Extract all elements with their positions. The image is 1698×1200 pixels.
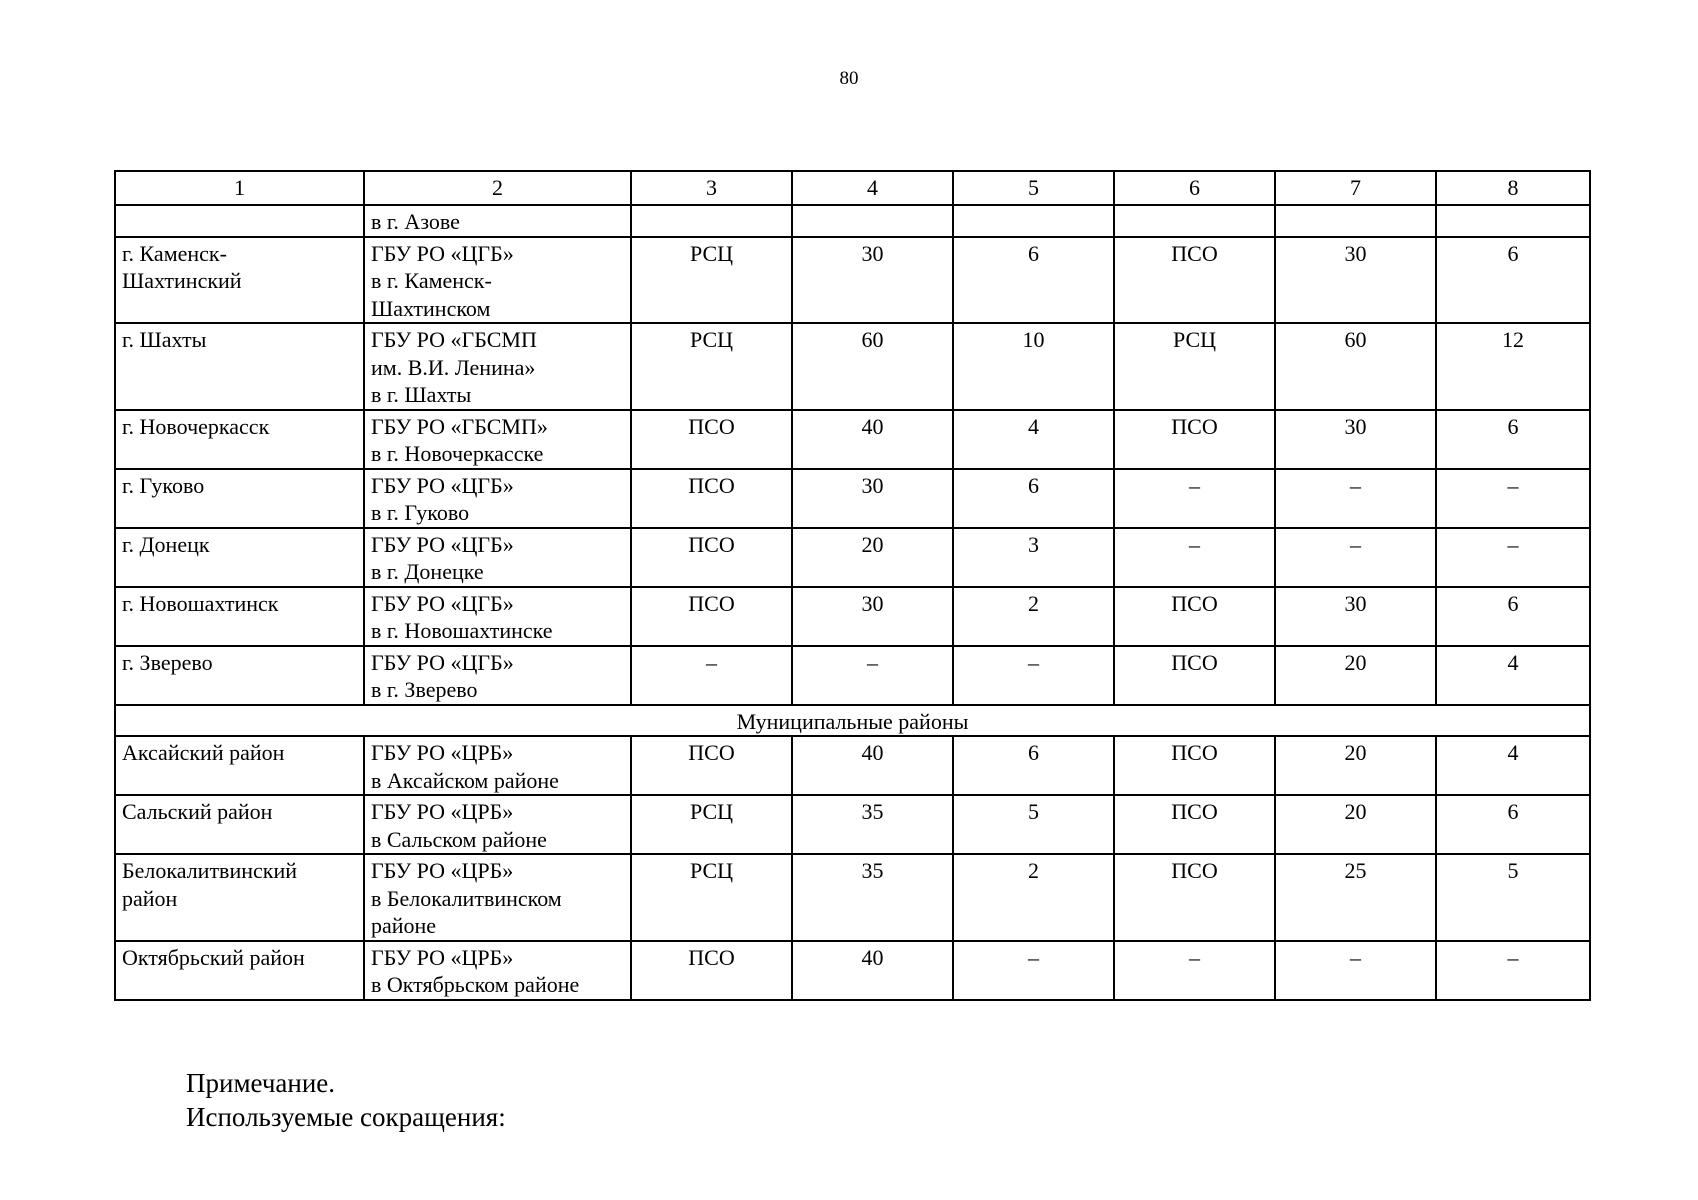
institution-cell: ГБУ РО «ГБСМП» в г. Новочеркасске (364, 410, 631, 469)
col7-cell: 60 (1275, 323, 1436, 410)
col5-cell: 4 (953, 410, 1114, 469)
col5-cell: 6 (953, 736, 1114, 795)
col4-cell: – (792, 646, 953, 705)
locality-cell: г. Зверево (115, 646, 364, 705)
col8-cell: – (1436, 528, 1590, 587)
col7-cell (1275, 205, 1436, 237)
locality-cell: Белокалитвинский район (115, 854, 364, 941)
column-number-row (115, 171, 1590, 205)
column-number: 1 (115, 171, 364, 205)
locality-cell: г. Каменск- Шахтинский (115, 237, 364, 324)
column-number: 3 (631, 171, 792, 205)
col3-cell: РСЦ (631, 795, 792, 854)
section-row (115, 705, 1590, 737)
institution-cell: ГБУ РО «ЦРБ» в Белокалитвинском районе (364, 854, 631, 941)
col6-cell: РСЦ (1114, 323, 1275, 410)
col6-cell: ПСО (1114, 646, 1275, 705)
col3-cell: ПСО (631, 410, 792, 469)
col3-cell: ПСО (631, 528, 792, 587)
col7-cell: 25 (1275, 854, 1436, 941)
table-row (115, 854, 1590, 941)
institution-cell: ГБУ РО «ЦРБ» в Аксайском районе (364, 736, 631, 795)
col5-cell: 2 (953, 854, 1114, 941)
col6-cell: – (1114, 941, 1275, 1000)
locality-cell: г. Гуково (115, 469, 364, 528)
locality-cell (115, 205, 364, 237)
col8-cell: 6 (1436, 237, 1590, 324)
col7-cell: – (1275, 528, 1436, 587)
col7-cell: 20 (1275, 736, 1436, 795)
col7-cell: 20 (1275, 646, 1436, 705)
col3-cell: – (631, 646, 792, 705)
col8-cell: 5 (1436, 854, 1590, 941)
col6-cell: ПСО (1114, 587, 1275, 646)
col4-cell (792, 205, 953, 237)
locality-cell: г. Новочеркасск (115, 410, 364, 469)
column-number: 8 (1436, 171, 1590, 205)
col6-cell: – (1114, 528, 1275, 587)
col3-cell: РСЦ (631, 323, 792, 410)
col5-cell: – (953, 646, 1114, 705)
col5-cell: – (953, 941, 1114, 1000)
note-block (186, 1066, 506, 1134)
col3-cell: ПСО (631, 941, 792, 1000)
col3-cell (631, 205, 792, 237)
institution-cell: ГБУ РО «ГБСМП им. В.И. Ленина» в г. Шахты (364, 323, 631, 410)
col4-cell: 30 (792, 587, 953, 646)
col5-cell: 6 (953, 469, 1114, 528)
col3-cell: РСЦ (631, 854, 792, 941)
col4-cell: 35 (792, 795, 953, 854)
col8-cell: – (1436, 941, 1590, 1000)
locality-cell: г. Шахты (115, 323, 364, 410)
col8-cell: 4 (1436, 736, 1590, 795)
col6-cell: – (1114, 469, 1275, 528)
col3-cell: РСЦ (631, 237, 792, 324)
note-abbreviations-line: Используемые сокращения: (186, 1102, 506, 1132)
col8-cell: 6 (1436, 795, 1590, 854)
col7-cell: 30 (1275, 587, 1436, 646)
col4-cell: 60 (792, 323, 953, 410)
institution-cell: в г. Азове (364, 205, 631, 237)
page-number: 80 (839, 68, 859, 89)
institution-cell: ГБУ РО «ЦГБ» в г. Гуково (364, 469, 631, 528)
table-row (115, 323, 1590, 410)
table-row (115, 410, 1590, 469)
col7-cell: – (1275, 469, 1436, 528)
table-row (115, 941, 1590, 1000)
col4-cell: 30 (792, 469, 953, 528)
col6-cell: ПСО (1114, 237, 1275, 324)
column-number: 6 (1114, 171, 1275, 205)
col4-cell: 20 (792, 528, 953, 587)
table-row (115, 646, 1590, 705)
table-row (115, 528, 1590, 587)
col6-cell: ПСО (1114, 795, 1275, 854)
col5-cell: 2 (953, 587, 1114, 646)
col8-cell: 12 (1436, 323, 1590, 410)
col6-cell: ПСО (1114, 736, 1275, 795)
col4-cell: 30 (792, 237, 953, 324)
col8-cell: 6 (1436, 587, 1590, 646)
col5-cell: 5 (953, 795, 1114, 854)
locality-cell: Октябрьский район (115, 941, 364, 1000)
col7-cell: 20 (1275, 795, 1436, 854)
table-row (115, 205, 1590, 237)
facilities-table (114, 170, 1591, 1001)
locality-cell: г. Новошахтинск (115, 587, 364, 646)
note-title: Примечание. (186, 1068, 336, 1098)
locality-cell: г. Донецк (115, 528, 364, 587)
col3-cell: ПСО (631, 469, 792, 528)
col7-cell: – (1275, 941, 1436, 1000)
col5-cell: 10 (953, 323, 1114, 410)
col4-cell: 40 (792, 736, 953, 795)
col4-cell: 35 (792, 854, 953, 941)
table-row (115, 469, 1590, 528)
institution-cell: ГБУ РО «ЦРБ» в Сальском районе (364, 795, 631, 854)
institution-cell: ГБУ РО «ЦГБ» в г. Новошахтинске (364, 587, 631, 646)
table-row (115, 237, 1590, 324)
col5-cell (953, 205, 1114, 237)
col6-cell: ПСО (1114, 854, 1275, 941)
col6-cell: ПСО (1114, 410, 1275, 469)
col6-cell (1114, 205, 1275, 237)
section-label: Муниципальные районы (115, 705, 1590, 737)
institution-cell: ГБУ РО «ЦРБ» в Октябрьском районе (364, 941, 631, 1000)
table-row (115, 736, 1590, 795)
col7-cell: 30 (1275, 410, 1436, 469)
col4-cell: 40 (792, 410, 953, 469)
locality-cell: Сальский район (115, 795, 364, 854)
col8-cell (1436, 205, 1590, 237)
col7-cell: 30 (1275, 237, 1436, 324)
institution-cell: ГБУ РО «ЦГБ» в г. Зверево (364, 646, 631, 705)
col8-cell: 6 (1436, 410, 1590, 469)
column-number: 2 (364, 171, 631, 205)
col5-cell: 6 (953, 237, 1114, 324)
col3-cell: ПСО (631, 587, 792, 646)
locality-cell: Аксайский район (115, 736, 364, 795)
institution-cell: ГБУ РО «ЦГБ» в г. Каменск- Шахтинском (364, 237, 631, 324)
col8-cell: 4 (1436, 646, 1590, 705)
column-number: 5 (953, 171, 1114, 205)
table-row (115, 795, 1590, 854)
col3-cell: ПСО (631, 736, 792, 795)
column-number: 4 (792, 171, 953, 205)
col5-cell: 3 (953, 528, 1114, 587)
col4-cell: 40 (792, 941, 953, 1000)
column-number: 7 (1275, 171, 1436, 205)
col8-cell: – (1436, 469, 1590, 528)
institution-cell: ГБУ РО «ЦГБ» в г. Донецке (364, 528, 631, 587)
table-row (115, 587, 1590, 646)
